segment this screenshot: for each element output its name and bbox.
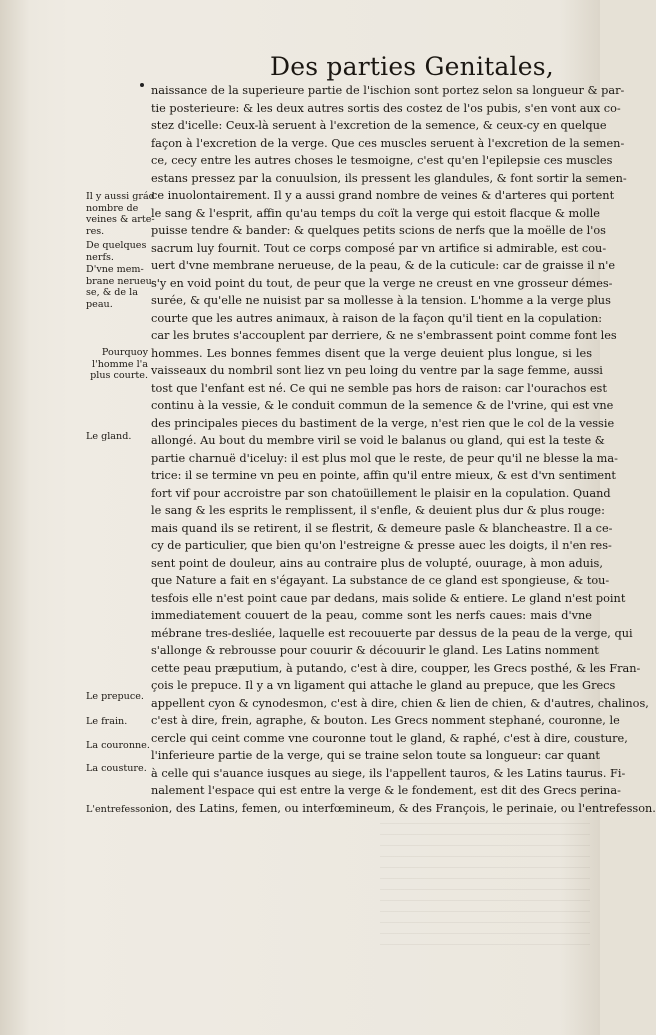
show-through-text [380,815,590,945]
margin-note-line: veines & arte- [86,214,155,225]
margin-note-line: l'homme l'a [91,358,148,370]
text-line: nalement l'espace qui est entre la verge & le fondement, est dit des Grecs perina- [151,784,621,797]
text-line: ce inuolontairement. Il y a aussi grand nombre de veines & d'arteres qui portent [151,189,615,202]
text-line: des principales pieces du bastiment de la verge, n'est rien que le col de la vessie [151,416,615,430]
text-line: çois le prepuce. Il y a vn ligament qui attache le gland au prepuce, que les Grecs [151,679,616,692]
text-line: estans pressez par la conuulsion, ils pressent les glandules, & font sortir la semen- [151,171,627,185]
text-line: allongé. Au bout du membre viril se void le balanus ou gland, qui est la teste & [151,434,605,447]
text-line: s'allonge & rebrousse pour couurir & découurir le gland. Les Latins nomment [151,644,599,657]
margin-note-line: La couronne. [86,740,150,751]
text-line: cy de particulier, que bien qu'on l'estreigne & presse auec les doigts, il n'en res- [151,539,612,552]
margin-note-cousture [86,763,147,775]
text-line: naissance de la superieure partie de l'ischion sont portez selon sa longueur & par- [151,84,625,97]
margin-note-line: peau. [86,298,113,310]
ink-dot [140,83,144,87]
text-line: appellent cyon & cynodesmon, c'est à dire, chien & lien de chien, & d'autres, chalinos, [151,696,649,710]
text-line: le sang & les esprits le remplissent, il s'enfle, & deuient plus dur & plus rouge: [151,504,605,517]
text-line: cercle qui ceint comme vne couronne tout le gland, & raphé, c'est à dire, cousture, [151,731,628,745]
text-line: sent point de douleur, ains au contraire plus de volupté, ouurage, à mon aduis, [151,556,603,570]
body-text [151,82,656,817]
margin-note-pourquoy [86,347,148,382]
margin-note-line: Le gland. [86,431,132,442]
text-line: l'inferieure partie de la verge, qui se traine selon toute sa longueur: car quant [151,749,600,762]
text-line: immediatement couuert de la peau, comme sont les nerfs caues: mais d'vne [151,609,592,622]
margin-note-line: L'entrefesson. [86,804,156,815]
text-line: hommes. Les bonnes femmes disent que la verge deuient plus longue, si les [151,346,592,360]
margin-note-nerfs [86,240,146,263]
margin-note-line: Il y aussi grád [86,191,155,202]
margin-note-prepuce [86,691,144,703]
margin-note-line: plus courte. [90,370,148,381]
text-line: ion, des Latins, femen, ou interfœmineum, & des François, le perinaie, ou l'entrefesson. [151,801,656,815]
text-line: surée, & qu'elle ne nuisist par sa mollesse à la tension. L'homme a la verge plus [151,294,611,307]
text-line: sacrum luy fournit. Tout ce corps composé par vn artifice si admirable, est cou- [151,241,607,255]
text-line: ce, cecy entre les autres choses le tesmoigne, c'est qu'en l'epilepsie ces muscles [151,154,613,167]
text-line: puisse tendre & bander: & quelques petits scions de nerfs que la moëlle de l'os [151,224,606,237]
text-line: uert d'vne membrane nerueuse, de la peau, & de la cuticule: car de graisse il n'e [151,259,616,272]
margin-note-line: res. [86,225,105,237]
margin-note-line: La cousture. [86,763,147,774]
margin-note-entrefesson [86,804,155,816]
margin-note-gland [86,431,131,443]
text-line: partie charnuë d'iceluy: il est plus mol que le reste, de peur qu'il ne blesse la ma- [151,451,618,465]
margin-note-membrane [86,264,155,310]
text-line: mébrane tres-desliée, laquelle est recouuerte par dessus de la peau de la verge, qui [151,626,633,640]
margin-note-line: Le prepuce. [86,691,144,702]
margin-note-veines [86,191,155,237]
text-line: mais quand ils se retirent, il se flestrit, & demeure pasle & blancheastre. Il a ce- [151,521,613,535]
text-line: vaisseaux du nombril sont liez vn peu loing du ventre par la sage femme, aussi [151,364,603,377]
text-line: continu à la vessie, & le conduit commun de la semence & de l'vrine, qui est vne [151,399,614,412]
margin-note-line: brane nerueu- [86,275,156,287]
text-line: tesfois elle n'est point caue par dedans, mais solide & entiere. Le gland n'est point [151,591,626,605]
margin-note-line: D'vne mem- [86,264,144,275]
text-line: façon à l'excretion de la verge. Que ces muscles seruent à l'excretion de la semen- [151,136,625,150]
text-line: s'y en void point du tout, de peur que la verge ne creust en vne grosseur démes- [151,276,613,290]
text-line: fort vif pour accroistre par son chatoüillement le plaisir en la copulation. Quand [151,486,611,500]
text-line: à celle qui s'auance iusques au siege, ils l'appellent tauros, & les Latins taurus. Fi- [151,766,626,780]
text-line: tost que l'enfant est né. Ce qui ne semble pas hors de raison: car l'ourachos est [151,381,607,395]
text-line: que Nature a fait en s'égayant. La substance de ce gland est spongieuse, & tou- [151,574,610,587]
margin-note-line: nerfs. [86,251,114,263]
text-line: car les brutes s'accouplent par derriere, & ne s'embrassent point comme font les [151,329,617,342]
margin-note-frain [86,716,127,728]
running-header: Des parties Genitales, [270,52,554,81]
margin-note-line: Le frain. [86,716,128,727]
text-line: le sang & l'esprit, affin qu'au temps du coït la verge qui estoit flacque & molle [151,206,600,220]
text-line: cette peau præputium, à putando, c'est à dire, coupper, les Grecs posthé, & les Fran- [151,661,641,675]
margin-note-line: se, & de la [86,287,138,298]
text-line: tie posterieure: & les deux autres sortis des costez de l'os pubis, s'en vont aux co- [151,101,621,115]
margin-note-line: Pourquoy [101,347,148,358]
margin-note-couronne [86,740,150,752]
text-line: trice: il se termine vn peu en pointe, affin qu'il entre mieux, & est d'vn sentiment [151,469,616,482]
margin-note-line: De quelques [86,240,147,251]
text-line: stez d'icelle: Ceux-là seruent à l'excretion de la semence, & ceux-cy en quelque [151,119,607,132]
margin-note-line: nombre de [86,202,139,214]
text-line: c'est à dire, frein, agraphe, & bouton. Les Grecs nomment stephané, couronne, le [151,714,620,727]
text-line: courte que les autres animaux, à raison de la façon qu'il tient en la copulation: [151,311,603,325]
